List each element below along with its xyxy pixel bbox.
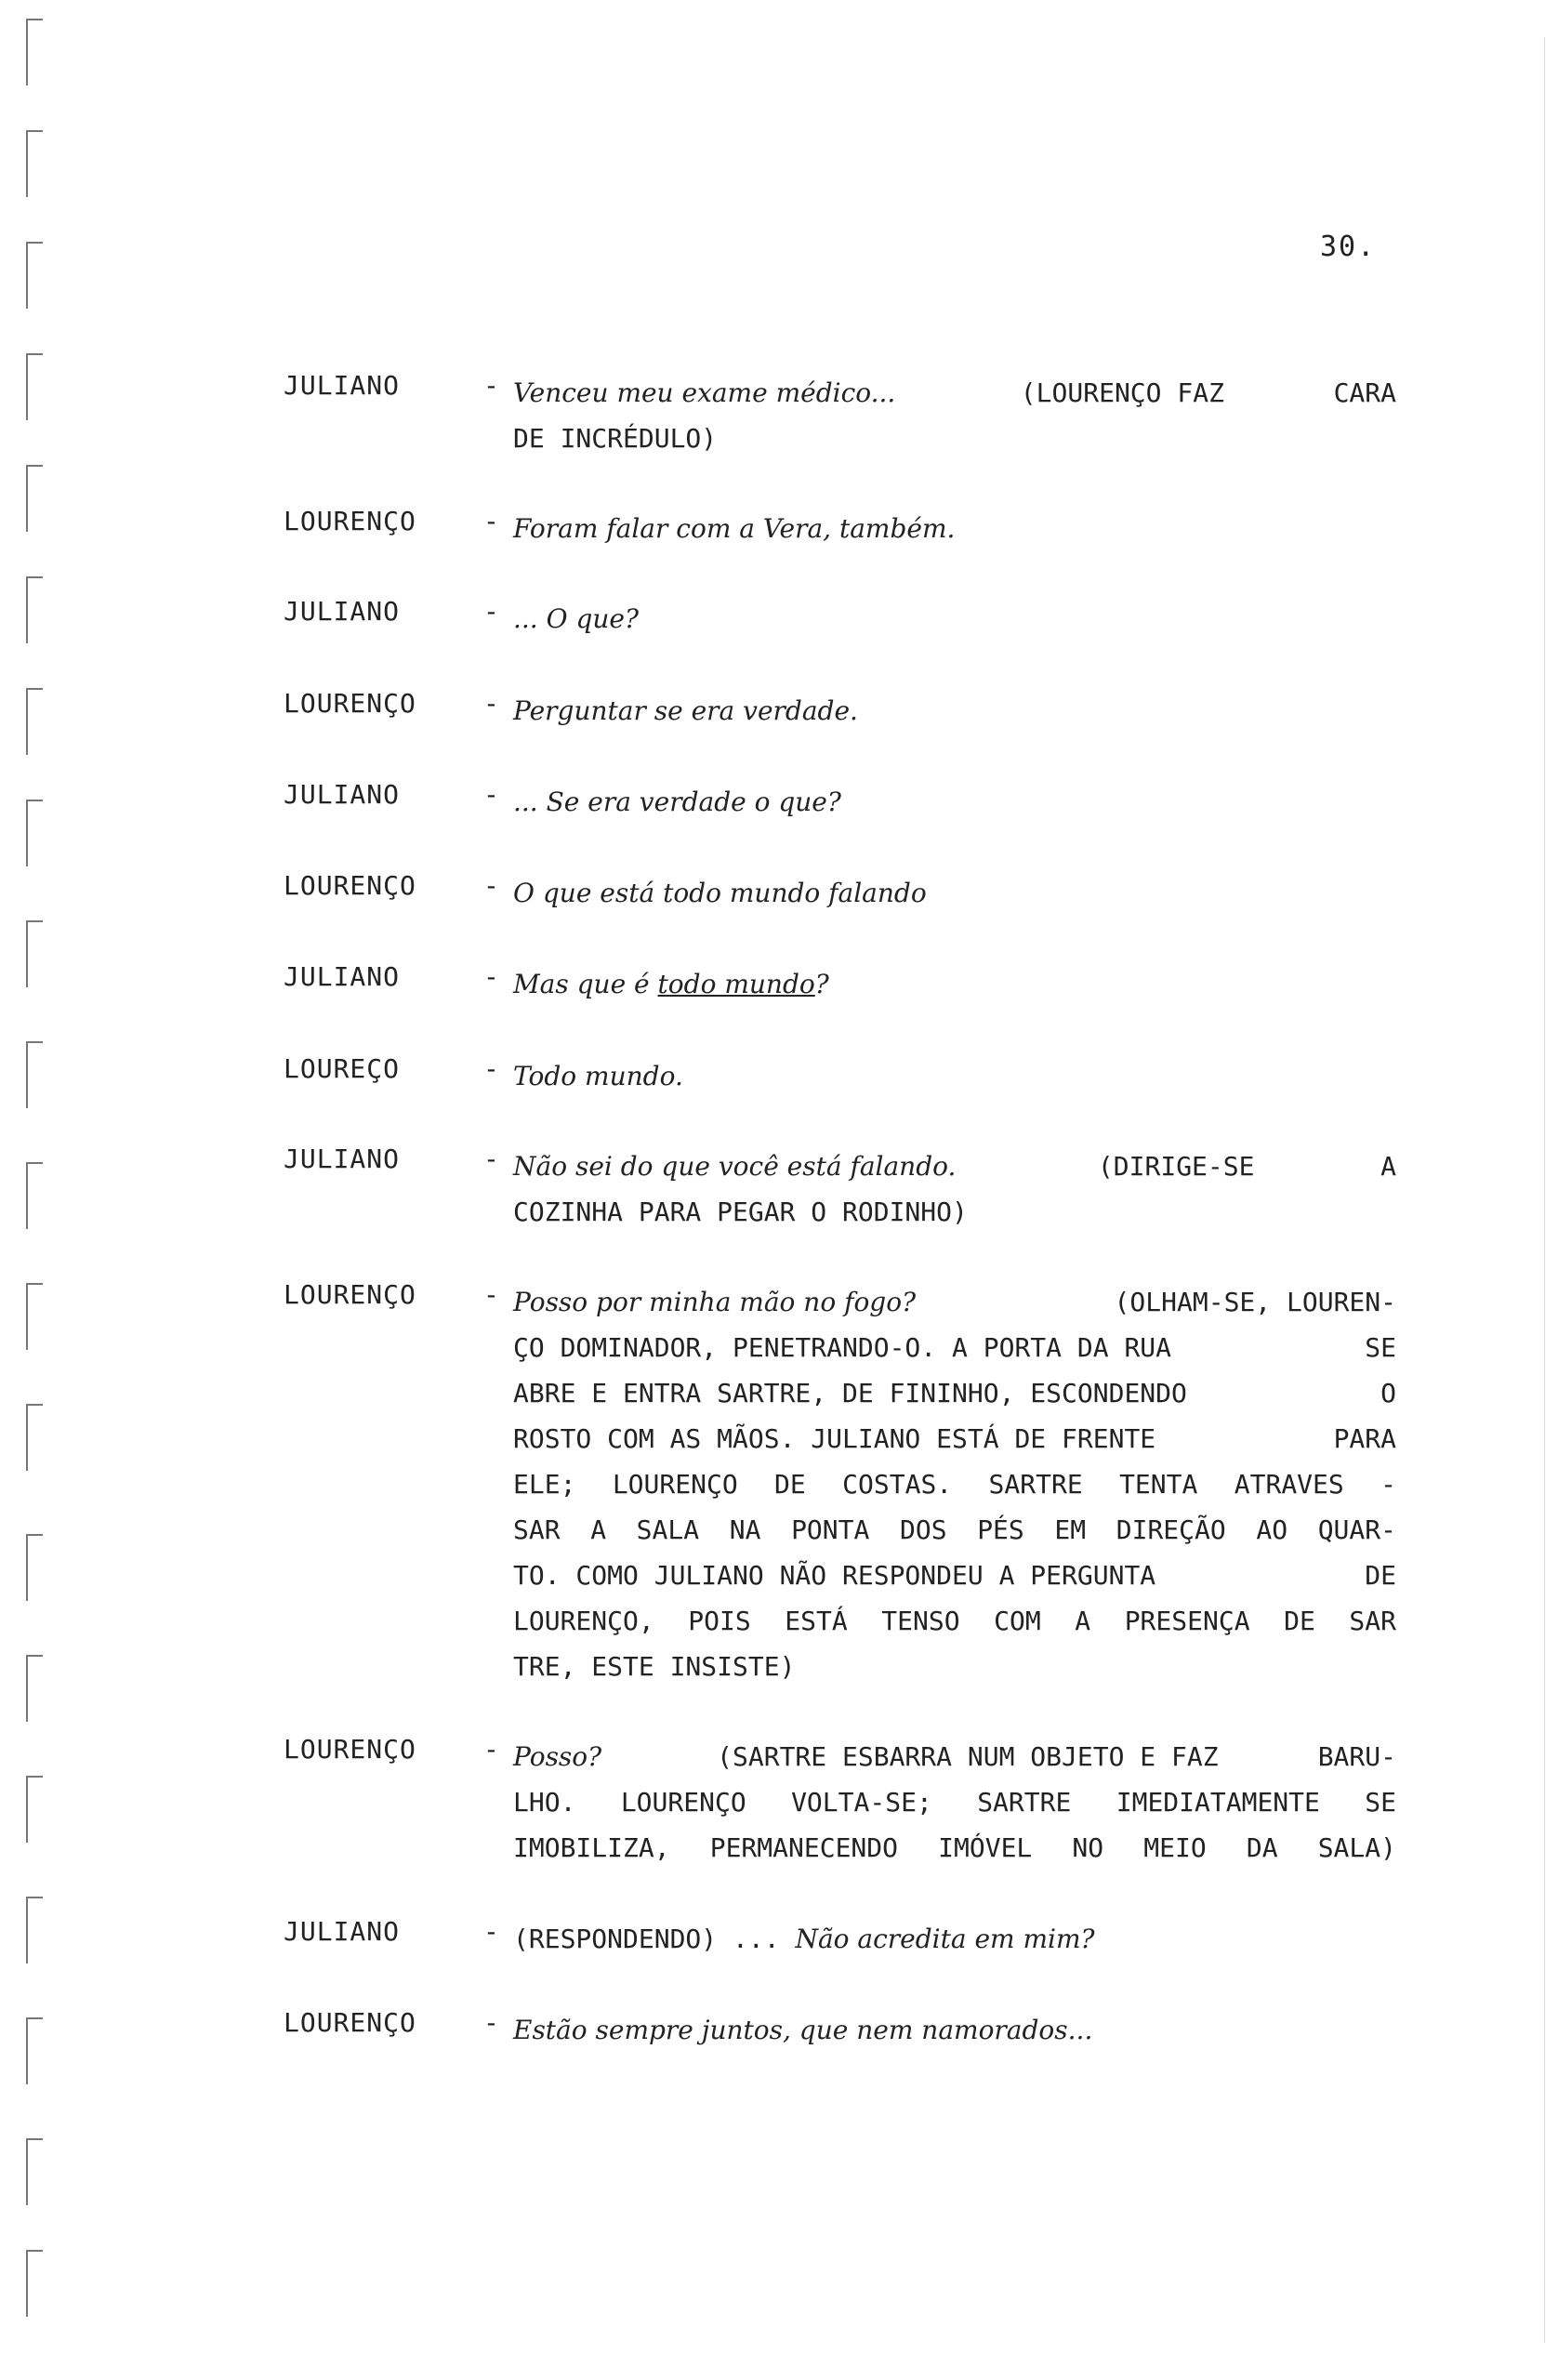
spoken-line: Foram falar com a Vera, também. (513, 513, 956, 544)
speech-dash: - (483, 506, 499, 536)
text-line (513, 1825, 1396, 1871)
text-line (513, 1053, 1396, 1099)
spoken-line: Não sei do que você está falando. (513, 1151, 957, 1182)
stage-direction: DE INCRÉDULO) (513, 423, 718, 454)
stage-direction: ABRE E ENTRA SARTRE, DE FININHO, ESCONDENDO (513, 1378, 1187, 1408)
spoken-line: ? (814, 969, 829, 999)
speaker-name: JULIANO (284, 779, 401, 810)
text-line (513, 1279, 1396, 1325)
stage-direction: (DIRIGE-SE (1082, 1151, 1255, 1182)
text-line (513, 1325, 1396, 1370)
speaker-name: JULIANO (284, 370, 401, 401)
stage-direction: COZINHA PARA PEGAR O RODINHO) (513, 1197, 968, 1227)
speaker-name: LOURENÇO (284, 2007, 416, 2038)
spoken-line: Perguntar se era verdade. (513, 695, 858, 726)
text-line (513, 596, 1396, 641)
speech-dash: - (483, 870, 499, 901)
binding-bracket (26, 920, 43, 987)
speech-text (513, 1053, 1396, 1099)
stage-direction: TO. COMO JULIANO NÃO RESPONDEU A PERGUNTA (513, 1560, 1156, 1591)
stage-direction: O (1380, 1378, 1396, 1408)
stage-direction: (SARTRE ESBARRA NUM OBJETO E FAZ (701, 1741, 1219, 1772)
speaker-name: LOURENÇO (284, 870, 416, 901)
binding-marks (9, 0, 74, 2380)
text-line (513, 779, 1396, 825)
stage-direction: (LOURENÇO FAZ (1004, 377, 1224, 408)
spoken-line: Posso? (513, 1741, 602, 1772)
text-line (513, 1144, 1396, 1189)
speaker-name: JULIANO (284, 1144, 401, 1174)
speaker-name: JULIANO (284, 596, 401, 627)
speech-dash: - (483, 1053, 499, 1084)
stage-direction: ROSTO COM AS MÃOS. JULIANO ESTÁ DE FRENTE (513, 1423, 1156, 1454)
speech-dash: - (483, 1734, 499, 1765)
text-line (513, 1734, 1396, 1779)
speech-dash: - (483, 1279, 499, 1310)
binding-bracket (26, 2017, 43, 2084)
speech-text (513, 1144, 1396, 1235)
binding-bracket (26, 1283, 43, 1350)
text-line (513, 1598, 1396, 1644)
stage-direction: LOURENÇO, POIS ESTÁ TENSO COM A PRESENÇA DE SAR (513, 1606, 1396, 1636)
spoken-line: ... O que? (513, 603, 639, 634)
text-line (513, 1461, 1396, 1507)
stage-direction: (RESPONDENDO) ... (513, 1924, 796, 1954)
spoken-line: ... Se era verdade o que? (513, 787, 841, 817)
binding-bracket (26, 1162, 43, 1229)
binding-bracket (26, 576, 43, 643)
speaker-name: LOUREÇO (284, 1053, 401, 1084)
speech-text (513, 870, 1396, 916)
spoken-line: Todo mundo. (513, 1061, 683, 1091)
stage-direction: ÇO DOMINADOR, PENETRANDO-O. A PORTA DA RUA (513, 1332, 1172, 1363)
speech-text (513, 961, 1396, 1007)
stage-direction: (OLHAM-SE, LOUREN- (1098, 1287, 1396, 1317)
speech-dash: - (483, 2007, 499, 2038)
binding-bracket (26, 1404, 43, 1471)
spoken-line: todo mundo (657, 969, 815, 999)
speech-text (513, 370, 1396, 461)
speech-dash: - (483, 1916, 499, 1947)
text-line (513, 688, 1396, 734)
text-line (513, 1916, 1396, 1962)
speech-text (513, 506, 1396, 551)
speaker-name: LOURENÇO (284, 1734, 416, 1765)
binding-bracket (26, 688, 43, 755)
speaker-name: JULIANO (284, 961, 401, 992)
speech-text (513, 779, 1396, 825)
spoken-line: Posso por minha mão no fogo? (513, 1287, 917, 1317)
text-line (513, 506, 1396, 551)
speech-text (513, 688, 1396, 734)
spoken-line: Não acredita em mim? (795, 1924, 1095, 1954)
text-line (513, 1553, 1396, 1598)
stage-direction: ELE; LOURENÇO DE COSTAS. SARTRE TENTA ATRAVES - (513, 1469, 1396, 1500)
stage-direction: BARU- (1317, 1741, 1396, 1772)
speech-dash: - (483, 961, 499, 992)
speaker-name: LOURENÇO (284, 1279, 416, 1310)
spoken-line: Venceu meu exame médico... (513, 377, 896, 408)
binding-bracket (26, 800, 43, 866)
stage-direction: CARA (1333, 377, 1396, 408)
binding-bracket (26, 2138, 43, 2205)
speaker-name: LOURENÇO (284, 688, 416, 719)
binding-bracket (26, 130, 43, 197)
speech-dash: - (483, 370, 499, 401)
binding-bracket (26, 1534, 43, 1601)
binding-bracket (26, 1776, 43, 1843)
text-line (513, 1507, 1396, 1553)
text-line (513, 1416, 1396, 1461)
speech-dash: - (483, 688, 499, 719)
speech-text (513, 1734, 1396, 1871)
stage-direction: A (1380, 1151, 1396, 1182)
binding-bracket (26, 2250, 43, 2317)
text-line (513, 961, 1396, 1007)
speech-dash: - (483, 596, 499, 627)
binding-bracket (26, 1897, 43, 1964)
text-line (513, 870, 1396, 916)
binding-bracket (26, 19, 43, 86)
stage-direction: SAR A SALA NA PONTA DOS PÉS EM DIREÇÃO AO QUAR- (513, 1514, 1396, 1545)
binding-bracket (26, 353, 43, 420)
speech-text (513, 596, 1396, 641)
page-number: 30. (1320, 231, 1377, 263)
text-line (513, 370, 1396, 416)
text-line (513, 416, 1396, 461)
stage-direction: IMOBILIZA, PERMANECENDO IMÓVEL NO MEIO DA SALA) (513, 1832, 1396, 1863)
speech-text (513, 1279, 1396, 1689)
stage-direction: TRE, ESTE INSISTE) (513, 1651, 796, 1682)
speech-text (513, 1916, 1396, 1962)
text-line (513, 1370, 1396, 1416)
stage-direction: LHO. LOURENÇO VOLTA-SE; SARTRE IMEDIATAMENTE SE (513, 1787, 1396, 1818)
stage-direction: DE (1365, 1560, 1396, 1591)
text-line (513, 2007, 1396, 2053)
speech-dash: - (483, 779, 499, 810)
spoken-line: Mas que é (513, 969, 658, 999)
spoken-line: O que está todo mundo falando (513, 878, 927, 908)
binding-bracket (26, 242, 43, 309)
page-edge-rule (1544, 37, 1545, 2343)
speaker-name: LOURENÇO (284, 506, 416, 536)
speaker-name: JULIANO (284, 1916, 401, 1947)
binding-bracket (26, 465, 43, 532)
binding-bracket (26, 1041, 43, 1108)
text-line (513, 1189, 1396, 1235)
text-line (513, 1644, 1396, 1689)
speech-text (513, 2007, 1396, 2053)
speech-dash: - (483, 1144, 499, 1174)
binding-bracket (26, 1655, 43, 1722)
stage-direction: SE (1365, 1332, 1396, 1363)
text-line (513, 1779, 1396, 1825)
stage-direction: PARA (1333, 1423, 1396, 1454)
spoken-line: Estão sempre juntos, que nem namorados... (513, 2015, 1093, 2045)
